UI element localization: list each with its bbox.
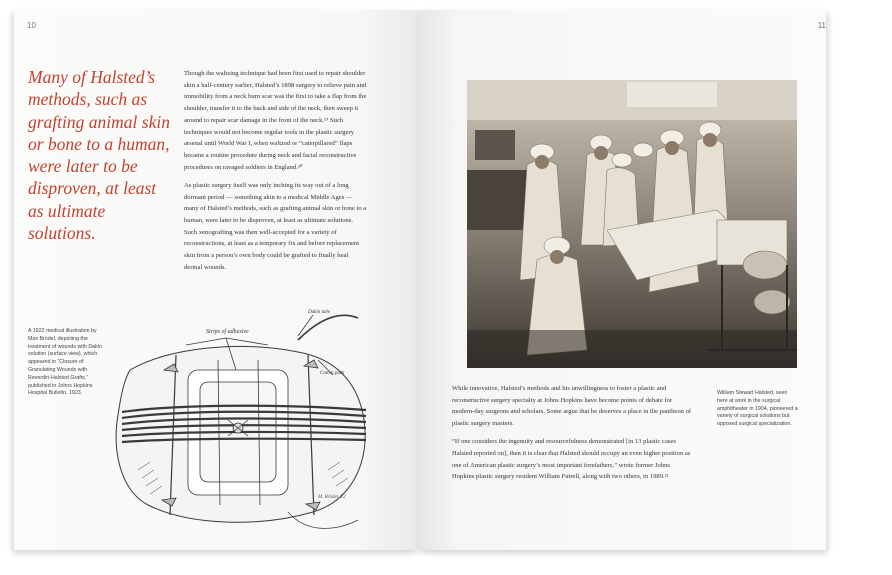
right-body-text: [452, 383, 692, 490]
left-paragraph-1: Though the waltzing technique had been first used to repair shoulder skin a half-century earlier, Halsted’s 1898 surgery to relieve pain and immobility from a neck burn scar was the first to take a flap from the shoulder, transfer it to the back and side of the neck, then sweep it around to repair scar damage in the front of the neck.¹⁹ Such techniques would not become regular tools in the plastic surgery arsenal until World War I, when waltzed or “caterpillared” flaps became a routine procedure during neck and facial reconstructive procedures on ravaged soldiers in England.²⁰: [184, 70, 367, 171]
page-number-left: 10: [27, 21, 36, 30]
pull-quote: Many of Halsted’s methods, such as grafting animal skin or bone to a human, were later to be disproven, at least as ultimate solutions.: [28, 67, 170, 244]
illustration-caption: [28, 328, 108, 398]
illustration-caption-text: A 1922 medical illustration by Max Brödel, depicting the treatment of wounds with Dakin solution (surface view), which appeared in “Closure of Granulating Wounds with Reverdin-Halsted Grafts,” published in Johns Hopkins Hospital Bulletin, 1923.: [28, 328, 102, 397]
photo-caption-text: William Stewart Halsted, seen here at work in the surgical amphitheater in 1904, pioneered a variety of surgical solutions but opposed surgical specialization.: [717, 390, 798, 428]
illustration-label-strips: Strips of adhesive: [206, 329, 249, 335]
illustration-signature: M. Brödel '22: [318, 495, 346, 500]
left-paragraph-2: As plastic surgery itself was only inching its way out of a long dormant period — something akin to a medical Middle Ages — many of Halsted’s methods, such as grafting animal skin or bone to a human, were later to be disproven, at least as ultimate solutions. Such xenografting was then well-accepted for a variety of reconstructions, at least as a temporary fix and before replacement skin from a person’s own body could be grafted to finally heal dermal wounds.: [184, 181, 367, 271]
medical-illustration: [108, 300, 378, 540]
illustration-label-tube: Dakin tube: [308, 310, 331, 315]
illustration-label-cotton: Cotton pads: [320, 371, 345, 376]
page-number-right: 11: [817, 21, 826, 30]
surgery-photograph: [467, 80, 797, 368]
photo-caption: [717, 390, 799, 429]
left-body-text: [184, 68, 367, 280]
right-paragraph-1: While innovative, Halsted’s methods and his unwillingness to foster a plastic and reconstructive surgery specialty at Johns Hopkins have become points of debate for modern-day surgeons and scholars. Some argue that he deserves a place in the pantheon of plastic surgery masters.: [452, 385, 692, 428]
right-paragraph-2: “If one considers the ingenuity and resourcefulness demonstrated [in 13 plastic cases Halsted reported on], then it is clear that Halsted should occupy an even higher position as one of American plastic surgery’s most important forefathers,” wrote former Johns Hopkins plastic surgery resident William Futrell, along with two others, in 1989.²¹: [452, 438, 691, 481]
